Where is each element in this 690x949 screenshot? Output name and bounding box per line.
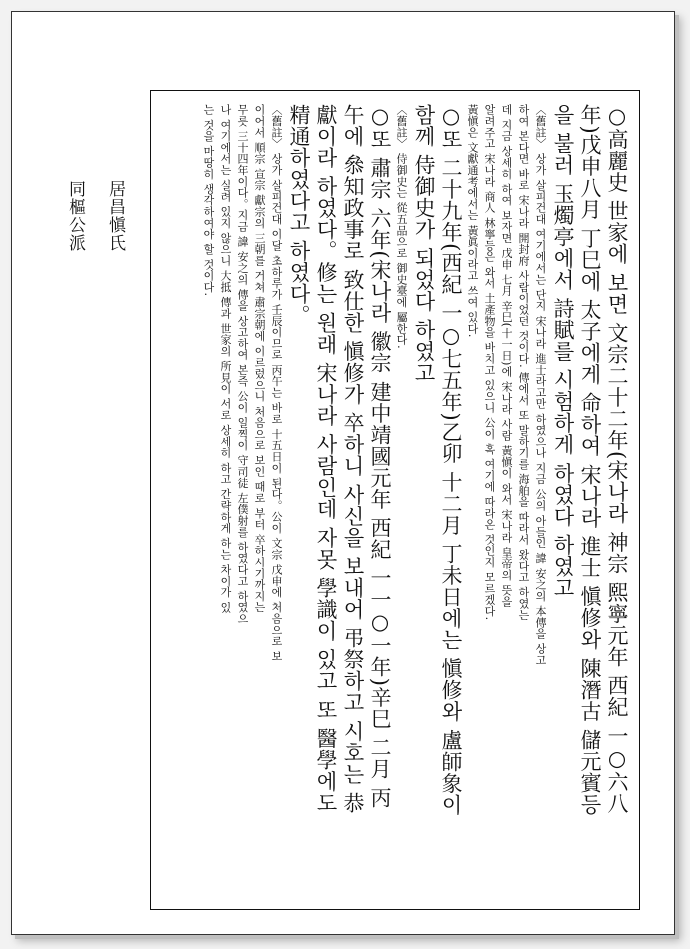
clan-name: 居昌愼氏 xyxy=(105,180,125,252)
annotation-line: 〈舊註〉 상가 살피건대 여기에서는 단지 宋나라 進士라고만 하였으나 지금 公의 아들인 諱 安之의 本傳을 상고 xyxy=(534,104,547,666)
annotation-line: 데 지금 상세히 하여 보자면 戊申 七月 辛巳(十一日)에 宋나라 사람 黃愼이 와서 宋나라 皇帝의 뜻을 xyxy=(500,104,513,608)
annotation-line: 무릇 三十四年이다。지금 諱 安之의 傳을 상고하여 본즉 公이 일찍이 守司徒 左僕射를 하였다고 하였으 xyxy=(236,104,249,625)
book-page xyxy=(11,11,675,935)
main-text-line: 年)戊申八月 丁巳에 太子에게 命하여 宋나라 進士 愼修와 陳潛古 儲元賓등 xyxy=(578,104,602,816)
main-text-line: 精通하였다고 하였다。 xyxy=(287,104,311,327)
vertical-text-body xyxy=(160,104,630,898)
main-text-line: ○또 肅宗 六年(宋나라 徽宗 建中靖國元年 西紀 一一○一年)辛巳 二月 丙 xyxy=(368,104,392,809)
annotation-line: 나 여기에서는 실려 있지 않으니 大抵 傳과 世家의 所見이 서로 상세히 하고 간략하게 하는 차이가 있 xyxy=(219,104,232,613)
main-text-line: ○高麗史 世家에 보면 文宗二十二年(宋나라 神宗 熙寧元年 西紀 一○六八 xyxy=(605,104,629,814)
main-text-line: 을 불러 玉燭亭에서 詩賦를 시험하게 하였다 하였고 xyxy=(551,104,575,599)
annotation-line: 〈舊註〉 侍御史는 從五品으로 御史臺에 屬한다. xyxy=(395,104,408,349)
main-text-line: 함께 侍御史가 되었다 하였고 xyxy=(412,104,436,384)
annotation-line: 黃愼은 文獻通考에서는 黃眞이라고 쓰여 있다. xyxy=(466,104,479,338)
main-text-line: 獻이라 하였다。修는 원래 宋나라 사람인데 자못 學識이 있고 또 醫學에도 xyxy=(314,104,338,814)
main-text-line: ○또 二十九年(西紀 一○七五年)乙卯 十二月 丁未日에는 愼修와 盧師象이 xyxy=(439,104,463,816)
annotation-line: 이어서 順宗 宣宗 獻宗의 三朝를 거쳐 肅宗朝에 이르렀으니 처음으로 보인 때로 부터 卒하시기까지는 xyxy=(253,104,266,613)
annotation-line: 하여 본다면 바로 宋나라 開封府 사람이었던 것이다. 傳에서 또 말하기를 海舶을 따라서 왔다고 하였는 xyxy=(517,104,530,621)
annotation-line: 는 것을 마땅히 생각하여야 할 것이다. xyxy=(202,104,215,297)
annotation-line: 알려주고 宋나라 商人 林寧등은 와서 土產物을 바치고 있으니 公이 혹 여기에 따라온 것인지 모르겠다. xyxy=(483,104,496,621)
annotation-line: 〈舊註〉 상가 살피건대 이달 초하루가 壬辰이므로 丙午는 바로 十五日이 된다。公이 文宗 戊申에 처음으로 보 xyxy=(270,104,283,662)
branch-name: 同樞公派 xyxy=(65,180,85,252)
main-text-line: 午에 叅知政事로 致仕한 愼修가 卒하니 사신을 보내어 弔祭하고 시호는 恭 xyxy=(341,104,365,814)
margin-clan-label xyxy=(55,180,135,252)
